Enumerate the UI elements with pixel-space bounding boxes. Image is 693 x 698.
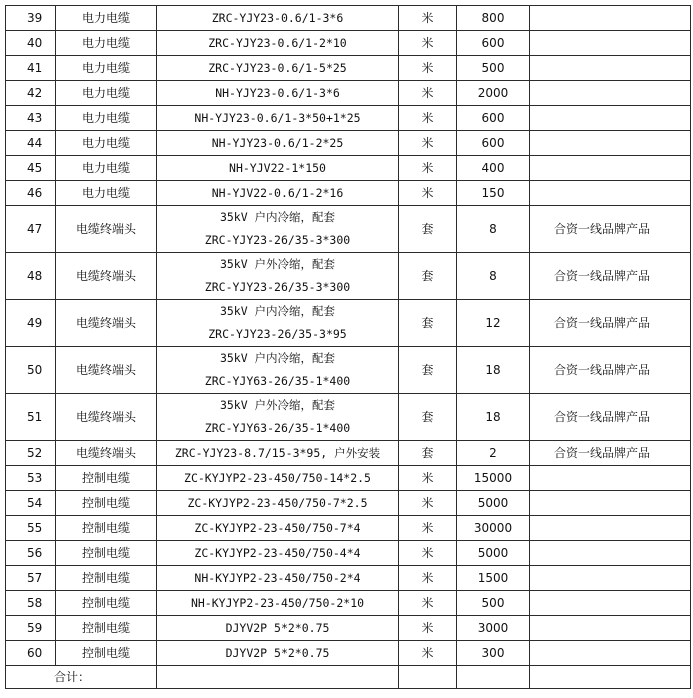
remark-cell: [530, 516, 691, 541]
spec-line-1: 35kV 户内冷缩，配套: [219, 351, 336, 365]
unit-cell: 米: [399, 466, 457, 491]
total-row: [6, 666, 691, 689]
quantity-cell: 5000: [457, 541, 530, 566]
table-row: [6, 156, 691, 181]
quantity-cell: 18: [457, 394, 530, 441]
spec-cell: NH-YJV22-1*150: [157, 156, 399, 181]
quantity-cell: 2: [457, 441, 530, 466]
quantity-cell: 500: [457, 591, 530, 616]
spec-cell: NH-YJY23-0.6/1-3*50+1*25: [157, 106, 399, 131]
spec-cell: NH-YJY23-0.6/1-2*25: [157, 131, 399, 156]
unit-cell: 米: [399, 31, 457, 56]
quantity-cell: 5000: [457, 491, 530, 516]
item-name-cell: 电力电缆: [56, 156, 157, 181]
row-number-cell: 41: [6, 56, 56, 81]
unit-cell: 米: [399, 156, 457, 181]
remark-cell: [530, 616, 691, 641]
row-number-cell: 57: [6, 566, 56, 591]
unit-cell: 米: [399, 616, 457, 641]
spec-cell: ZRC-YJY23-0.6/1-2*10: [157, 31, 399, 56]
quantity-cell: 600: [457, 31, 530, 56]
row-number-cell: 46: [6, 181, 56, 206]
spec-line-1: 35kV 户外冷缩，配套: [219, 398, 336, 412]
table-row: [6, 566, 691, 591]
unit-cell: 套: [399, 253, 457, 300]
row-number-cell: 58: [6, 591, 56, 616]
table-row: [6, 300, 691, 347]
quantity-cell: 400: [457, 156, 530, 181]
quantity-cell: 600: [457, 131, 530, 156]
unit-cell: 米: [399, 131, 457, 156]
spec-cell: ZC-KYJYP2-23-450/750-7*2.5: [157, 491, 399, 516]
unit-cell: 米: [399, 541, 457, 566]
table-row: [6, 591, 691, 616]
item-name-cell: 控制电缆: [56, 641, 157, 666]
remark-cell: [530, 6, 691, 31]
total-empty-cell: [530, 666, 691, 689]
item-name-cell: 控制电缆: [56, 616, 157, 641]
spec-line-2: ZRC-YJY23-26/35-3*300: [204, 233, 351, 247]
spec-cell: ZRC-YJY23-0.6/1-5*25: [157, 56, 399, 81]
row-number-cell: 59: [6, 616, 56, 641]
item-name-cell: 电力电缆: [56, 181, 157, 206]
spec-cell: ZRC-YJY23-8.7/15-3*95, 户外安装: [157, 441, 399, 466]
row-number-cell: 44: [6, 131, 56, 156]
row-number-cell: 47: [6, 206, 56, 253]
quantity-cell: 800: [457, 6, 530, 31]
item-name-cell: 控制电缆: [56, 516, 157, 541]
table-row: [6, 181, 691, 206]
remark-cell: [530, 541, 691, 566]
item-name-cell: 控制电缆: [56, 566, 157, 591]
row-number-cell: 53: [6, 466, 56, 491]
spec-cell: [157, 206, 399, 253]
unit-cell: 套: [399, 441, 457, 466]
item-name-cell: 电缆终端头: [56, 253, 157, 300]
spec-line-2: ZRC-YJY63-26/35-1*400: [204, 374, 351, 388]
row-number-cell: 49: [6, 300, 56, 347]
remark-cell: [530, 641, 691, 666]
unit-cell: 米: [399, 181, 457, 206]
quantity-cell: 8: [457, 206, 530, 253]
table-row: [6, 491, 691, 516]
item-name-cell: 电缆终端头: [56, 206, 157, 253]
table-row: [6, 106, 691, 131]
unit-cell: 套: [399, 300, 457, 347]
remark-cell: 合资一线品牌产品: [530, 441, 691, 466]
total-label: 合计：: [6, 666, 157, 689]
table-row: [6, 616, 691, 641]
remark-cell: [530, 106, 691, 131]
unit-cell: 米: [399, 6, 457, 31]
spec-cell: DJYV2P 5*2*0.75: [157, 616, 399, 641]
row-number-cell: 51: [6, 394, 56, 441]
spec-line-1: 35kV 户内冷缩，配套: [219, 304, 336, 318]
quantity-cell: 600: [457, 106, 530, 131]
total-empty-cell: [457, 666, 530, 689]
table-row: [6, 56, 691, 81]
unit-cell: 米: [399, 516, 457, 541]
item-name-cell: 控制电缆: [56, 466, 157, 491]
unit-cell: 套: [399, 206, 457, 253]
table-row: [6, 347, 691, 394]
spec-cell: NH-KYJYP2-23-450/750-2*4: [157, 566, 399, 591]
cable-schedule-table: [5, 5, 691, 689]
quantity-cell: 3000: [457, 616, 530, 641]
spec-cell: [157, 347, 399, 394]
quantity-cell: 2000: [457, 81, 530, 106]
unit-cell: 米: [399, 56, 457, 81]
row-number-cell: 43: [6, 106, 56, 131]
quantity-cell: 300: [457, 641, 530, 666]
quantity-cell: 8: [457, 253, 530, 300]
row-number-cell: 60: [6, 641, 56, 666]
quantity-cell: 15000: [457, 466, 530, 491]
spec-line-2: ZRC-YJY23-26/35-3*300: [204, 280, 351, 294]
item-name-cell: 电缆终端头: [56, 300, 157, 347]
spec-cell: ZC-KYJYP2-23-450/750-14*2.5: [157, 466, 399, 491]
remark-cell: 合资一线品牌产品: [530, 300, 691, 347]
spec-line-1: 35kV 户内冷缩，配套: [219, 210, 336, 224]
item-name-cell: 电力电缆: [56, 56, 157, 81]
table-row: [6, 253, 691, 300]
quantity-cell: 150: [457, 181, 530, 206]
table-row: [6, 541, 691, 566]
item-name-cell: 电力电缆: [56, 6, 157, 31]
quantity-cell: 30000: [457, 516, 530, 541]
remark-cell: 合资一线品牌产品: [530, 394, 691, 441]
table-row: [6, 394, 691, 441]
remark-cell: [530, 566, 691, 591]
remark-cell: [530, 156, 691, 181]
remark-cell: [530, 31, 691, 56]
remark-cell: 合资一线品牌产品: [530, 206, 691, 253]
spec-cell: [157, 300, 399, 347]
table-body: [6, 6, 691, 689]
row-number-cell: 48: [6, 253, 56, 300]
spec-cell: [157, 253, 399, 300]
item-name-cell: 电力电缆: [56, 106, 157, 131]
remark-cell: [530, 491, 691, 516]
remark-cell: 合资一线品牌产品: [530, 347, 691, 394]
unit-cell: 米: [399, 491, 457, 516]
item-name-cell: 电力电缆: [56, 81, 157, 106]
total-empty-cell: [157, 666, 399, 689]
spec-cell: NH-YJV22-0.6/1-2*16: [157, 181, 399, 206]
item-name-cell: 电缆终端头: [56, 347, 157, 394]
row-number-cell: 45: [6, 156, 56, 181]
remark-cell: [530, 131, 691, 156]
row-number-cell: 40: [6, 31, 56, 56]
unit-cell: 套: [399, 347, 457, 394]
unit-cell: 套: [399, 394, 457, 441]
remark-cell: [530, 181, 691, 206]
spec-line-1: 35kV 户外冷缩，配套: [219, 257, 336, 271]
row-number-cell: 56: [6, 541, 56, 566]
total-empty-cell: [399, 666, 457, 689]
unit-cell: 米: [399, 591, 457, 616]
remark-cell: 合资一线品牌产品: [530, 253, 691, 300]
row-number-cell: 54: [6, 491, 56, 516]
spec-cell: NH-YJY23-0.6/1-3*6: [157, 81, 399, 106]
spec-cell: ZRC-YJY23-0.6/1-3*6: [157, 6, 399, 31]
spec-cell: DJYV2P 5*2*0.75: [157, 641, 399, 666]
item-name-cell: 控制电缆: [56, 591, 157, 616]
unit-cell: 米: [399, 106, 457, 131]
remark-cell: [530, 591, 691, 616]
spec-line-2: ZRC-YJY23-26/35-3*95: [208, 327, 347, 341]
item-name-cell: 电力电缆: [56, 31, 157, 56]
table-row: [6, 466, 691, 491]
item-name-cell: 控制电缆: [56, 491, 157, 516]
table-row: [6, 441, 691, 466]
spec-line-2: ZRC-YJY63-26/35-1*400: [204, 421, 351, 435]
quantity-cell: 500: [457, 56, 530, 81]
spec-cell: ZC-KYJYP2-23-450/750-4*4: [157, 541, 399, 566]
table-row: [6, 81, 691, 106]
row-number-cell: 50: [6, 347, 56, 394]
spec-cell: ZC-KYJYP2-23-450/750-7*4: [157, 516, 399, 541]
table-row: [6, 131, 691, 156]
item-name-cell: 控制电缆: [56, 541, 157, 566]
row-number-cell: 42: [6, 81, 56, 106]
remark-cell: [530, 466, 691, 491]
quantity-cell: 1500: [457, 566, 530, 591]
item-name-cell: 电缆终端头: [56, 441, 157, 466]
row-number-cell: 39: [6, 6, 56, 31]
unit-cell: 米: [399, 81, 457, 106]
remark-cell: [530, 81, 691, 106]
row-number-cell: 55: [6, 516, 56, 541]
unit-cell: 米: [399, 641, 457, 666]
table-row: [6, 206, 691, 253]
unit-cell: 米: [399, 566, 457, 591]
table-row: [6, 641, 691, 666]
table-row: [6, 31, 691, 56]
row-number-cell: 52: [6, 441, 56, 466]
spec-cell: [157, 394, 399, 441]
quantity-cell: 12: [457, 300, 530, 347]
table-row: [6, 516, 691, 541]
item-name-cell: 电缆终端头: [56, 394, 157, 441]
spec-cell: NH-KYJYP2-23-450/750-2*10: [157, 591, 399, 616]
remark-cell: [530, 56, 691, 81]
item-name-cell: 电力电缆: [56, 131, 157, 156]
quantity-cell: 18: [457, 347, 530, 394]
table-row: [6, 6, 691, 31]
